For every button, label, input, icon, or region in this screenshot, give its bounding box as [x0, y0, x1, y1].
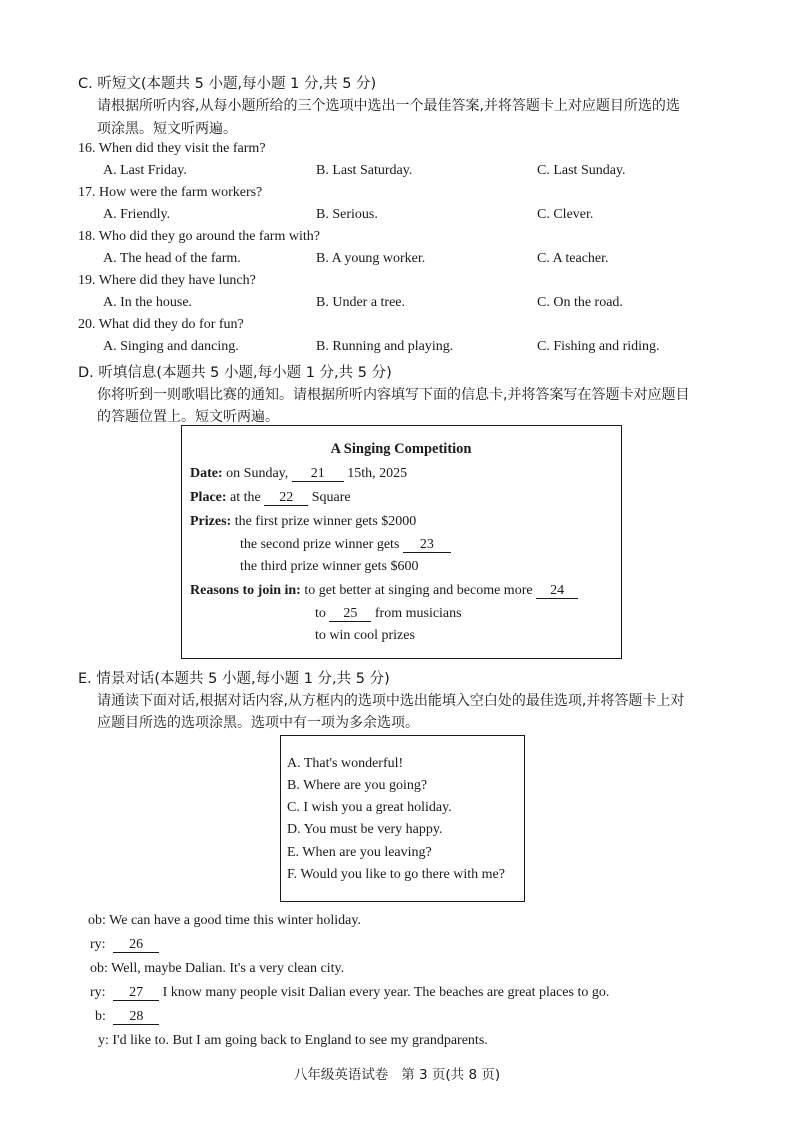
option-b: B. Where are you going?	[287, 778, 428, 793]
blank-21: 21	[292, 466, 344, 482]
section-e-instruction-line1: 请通读下面对话,根据对话内容,从方框内的选项中选出能填入空白处的最佳选项,并将答题卡上对	[97, 693, 685, 709]
place-suffix: Square	[311, 490, 351, 505]
section-e-instruction-line2: 应题目所选的选项涂黑。选项中有一项为多余选项。	[97, 715, 419, 731]
speaker: ob:	[88, 913, 106, 928]
prizes-row-1	[190, 514, 416, 530]
option-a: A. In the house.	[103, 295, 193, 310]
section-c-heading: C. 听短文(本题共 5 小题,每小题 1 分,共 5 分)	[78, 76, 377, 92]
blank-23: 23	[403, 537, 451, 553]
dialog-line-4	[90, 985, 609, 1001]
section-d-heading: D. 听填信息(本题共 5 小题,每小题 1 分,共 5 分)	[78, 365, 392, 381]
date-row	[190, 466, 407, 482]
option-b: B. A young worker.	[316, 251, 426, 266]
reasons-row-2	[315, 606, 462, 622]
dialog-line-6	[98, 1033, 488, 1049]
option-a: A. Last Friday.	[103, 163, 187, 178]
speaker: ry:	[90, 985, 106, 1000]
blank-25: 25	[329, 606, 371, 622]
blank-27: 27	[113, 985, 159, 1001]
place-prefix: at the	[230, 490, 261, 505]
prizes-row-2	[240, 537, 451, 553]
options-box	[280, 735, 525, 902]
reason-2-suffix: from musicians	[374, 606, 462, 621]
option-c: C. Clever.	[537, 207, 594, 222]
question-text: 18. Who did they go around the farm with?	[78, 229, 320, 244]
option-b: B. Last Saturday.	[316, 163, 413, 178]
speaker: ob:	[90, 961, 108, 976]
place-row	[190, 490, 351, 506]
option-a: A. That's wonderful!	[287, 756, 404, 771]
question-text: 20. What did they do for fun?	[78, 317, 244, 332]
dialog-text: We can have a good time this winter holiday.	[109, 913, 361, 928]
speaker: b:	[95, 1009, 106, 1024]
option-e: E. When are you leaving?	[287, 845, 432, 860]
blank-26: 26	[113, 937, 159, 953]
dialog-line-5	[95, 1009, 159, 1025]
option-a: A. Singing and dancing.	[103, 339, 239, 354]
reasons-label: Reasons to join in:	[190, 583, 301, 598]
option-a: A. Friendly.	[103, 207, 171, 222]
reason-3: to win cool prizes	[315, 628, 415, 643]
blank-28: 28	[113, 1009, 159, 1025]
dialog-text: I'd like to. But I am going back to England to see my grandparents.	[112, 1033, 488, 1048]
option-c: C. On the road.	[537, 295, 623, 310]
dialog-line-2	[90, 937, 159, 953]
option-f: F. Would you like to go there with me?	[287, 867, 505, 882]
section-c-instruction-line2: 项涂黑。短文听两遍。	[97, 121, 237, 137]
option-b: B. Serious.	[316, 207, 378, 222]
page-footer: 八年级英语试卷 第 3 页(共 8 页)	[293, 1067, 501, 1083]
question-text: 17. How were the farm workers?	[78, 185, 263, 200]
option-c: C. A teacher.	[537, 251, 609, 266]
date-suffix: 15th, 2025	[347, 466, 408, 481]
option-c: C. Last Sunday.	[537, 163, 626, 178]
blank-22: 22	[264, 490, 308, 506]
prize-third: the third prize winner gets $600	[240, 559, 419, 574]
option-c: C. I wish you a great holiday.	[287, 800, 452, 815]
option-b: B. Running and playing.	[316, 339, 454, 354]
dialog-line-1	[88, 913, 361, 929]
dialog-text: I know many people visit Dalian every year. The beaches are great places to go.	[162, 985, 610, 1000]
info-card-title: A Singing Competition	[330, 441, 472, 457]
speaker: y:	[98, 1033, 109, 1048]
speaker: ry:	[90, 937, 106, 952]
dialog-text: Well, maybe Dalian. It's a very clean city.	[111, 961, 345, 976]
dialog-line-3	[90, 961, 344, 977]
date-label: Date:	[190, 466, 223, 481]
info-card	[181, 425, 622, 659]
blank-24: 24	[536, 583, 578, 599]
prize-first: the first prize winner gets $2000	[234, 514, 417, 529]
reason-2-prefix: to	[315, 606, 326, 621]
section-d-instruction-line1: 你将听到一则歌唱比赛的通知。请根据所听内容填写下面的信息卡,并将答案写在答题卡对应题目	[97, 387, 690, 403]
section-c-instruction-line1: 请根据所听内容,从每小题所给的三个选项中选出一个最佳答案,并将答题卡上对应题目所选的选	[97, 98, 680, 114]
option-c: C. Fishing and riding.	[537, 339, 660, 354]
question-text: 19. Where did they have lunch?	[78, 273, 256, 288]
reasons-row-1	[190, 583, 578, 599]
option-b: B. Under a tree.	[316, 295, 406, 310]
section-d-instruction-line2: 的答题位置上。短文听两遍。	[97, 409, 279, 425]
question-text: 16. When did they visit the farm?	[78, 141, 266, 156]
prize-second: the second prize winner gets	[240, 537, 400, 552]
place-label: Place:	[190, 490, 227, 505]
prizes-label: Prizes:	[190, 514, 232, 529]
option-d: D. You must be very happy.	[287, 822, 443, 837]
reason-1: to get better at singing and become more	[304, 583, 533, 598]
option-a: A. The head of the farm.	[103, 251, 241, 266]
date-prefix: on Sunday,	[226, 466, 289, 481]
section-e-heading: E. 情景对话(本题共 5 小题,每小题 1 分,共 5 分)	[78, 671, 390, 687]
